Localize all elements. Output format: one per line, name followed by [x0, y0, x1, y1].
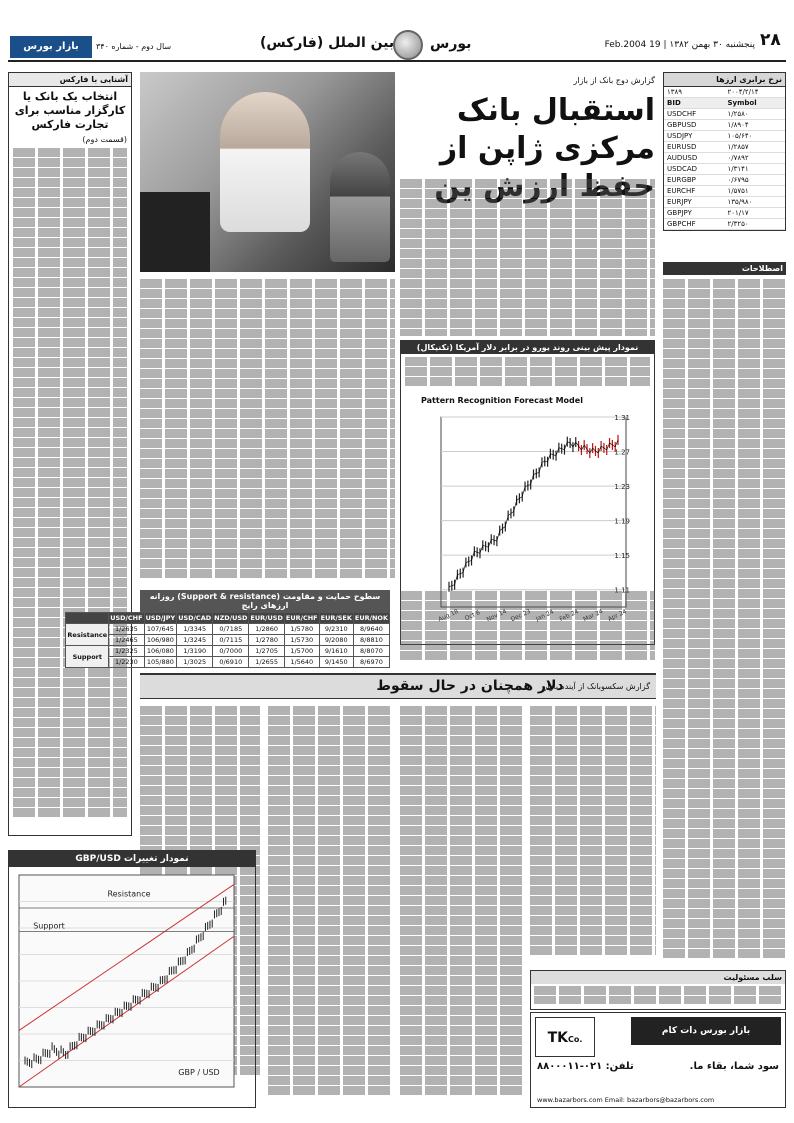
rate-row: ۱/۵۷۵۱ EURCHF — [664, 186, 785, 197]
y-tick-label: 1.31 — [614, 414, 630, 422]
sr-cell: 1/3025 — [177, 657, 213, 668]
sr-cell: 1/2230 — [109, 657, 144, 668]
forex-sidebar — [8, 72, 132, 836]
x-tick-label: Oct 6 — [463, 609, 482, 623]
rate-row: ۱/۸۹۰۴ GBPUSD — [664, 120, 785, 131]
disclaimer-body — [531, 984, 785, 1004]
sr-cell: 9/2080 — [319, 635, 353, 646]
exchange-rates-box — [663, 72, 786, 231]
sr-col-header: USD/JPY — [145, 614, 176, 622]
lead-body — [400, 178, 655, 336]
sr-row — [66, 635, 390, 646]
sr-cell: 8/9640 — [353, 624, 389, 635]
disclaimer-title: سلب مسئولیت — [531, 971, 785, 984]
x-tick-label: Mar 24 — [582, 608, 605, 624]
x-tick-label: Apr 24 — [606, 608, 628, 624]
rate-row: ۱/۲۵۸۰ USDCHF — [664, 109, 785, 120]
sr-col-header: USD/CHF — [110, 614, 143, 622]
globe-icon — [393, 30, 423, 60]
middle-body — [140, 278, 395, 583]
traders-photo — [140, 72, 395, 272]
sr-cell: 1/2465 — [109, 635, 144, 646]
ad-phone: تلفن: ۰۲۱-۸۸۰۰۰۱۱ — [537, 1061, 634, 1072]
y-tick-label: 1.19 — [614, 517, 630, 526]
sr-row — [66, 646, 390, 657]
rate-row: ۱۳۵/۹۸۰ EURJPY — [664, 197, 785, 208]
sr-cell: 106/980 — [144, 635, 177, 646]
sr-cell: 8/8810 — [353, 635, 389, 646]
sr-cell: 1/5780 — [284, 624, 319, 635]
sr-cell: 8/8070 — [353, 646, 389, 657]
sr-table — [65, 612, 390, 668]
sr-row — [66, 624, 390, 635]
gbp-usd-chart-box — [8, 850, 256, 1108]
sr-row-label: Support — [66, 646, 109, 668]
story2-col3 — [400, 705, 525, 1105]
sidebar-body — [9, 144, 131, 824]
sr-col-header: EUR/SEK — [320, 614, 352, 622]
sidebar-header: آشنایی با فارکس — [9, 73, 131, 87]
second-headline: دلار همچنان در حال سقوط — [376, 678, 564, 694]
y-tick-label: 1.27 — [614, 448, 630, 457]
sr-cell: 1/2705 — [249, 646, 284, 657]
page-number: ۲۸ — [760, 30, 781, 50]
sr-cell: 105/880 — [144, 657, 177, 668]
sr-cell: 1/5730 — [284, 635, 319, 646]
section-name: بورس — [430, 36, 472, 52]
sr-cell: 1/3245 — [177, 635, 213, 646]
sr-cell: 1/3190 — [177, 646, 213, 657]
y-tick-label: 1.11 — [614, 586, 630, 595]
sr-cell: 0/7185 — [213, 624, 249, 635]
sidebar-subtitle: (قسمت دوم) — [82, 135, 127, 144]
sr-cell: 106/080 — [144, 646, 177, 657]
sr-cell: 1/2635 — [109, 624, 144, 635]
ad-slogan: سود شما، بقاء ما. — [689, 1061, 779, 1072]
terms-title: اصطلاحات — [663, 262, 786, 275]
x-tick-label: Jan 24 — [534, 608, 555, 623]
sr-cell: 1/2860 — [249, 624, 284, 635]
sr-cell: 1/5700 — [284, 646, 319, 657]
resistance-label: Resistance — [107, 889, 151, 899]
sr-cell: 1/2325 — [109, 646, 144, 657]
lead-kicker: گزارش دوج بانک از بازار — [573, 76, 655, 85]
story2-col2 — [268, 705, 393, 1105]
sr-cell: 8/6970 — [353, 657, 389, 668]
rate-row: ۰/۶۷۹۵ EURGBP — [664, 175, 785, 186]
sr-col-header: EUR/USD — [250, 614, 283, 622]
sr-cell: 9/1610 — [319, 646, 353, 657]
second-story-header — [140, 673, 656, 699]
issue-number: سال دوم - شماره ۳۴۰ — [96, 42, 172, 51]
terms-box — [663, 262, 786, 970]
sr-col-header: EUR/CHF — [285, 614, 318, 622]
publication-logo: بازار بورس — [10, 36, 92, 58]
rate-row: ۲۰۱/۱۷ GBPJPY — [664, 208, 785, 219]
rate-row: ۱/۳۱۴۱ USDCAD — [664, 164, 785, 175]
series-label: GBP / USD — [178, 1068, 220, 1077]
x-tick-label: Nov 14 — [485, 607, 508, 624]
rate-row: ۱/۲۸۵۷ EURUSD — [664, 142, 785, 153]
support-label: Support — [33, 921, 65, 931]
plot-area — [441, 417, 626, 607]
dateline: پنجشنبه ۳۰ بهمن ۱۳۸۲ | 19 Feb.2004 — [604, 40, 755, 50]
sr-cell: 1/2655 — [249, 657, 284, 668]
terms-body — [663, 275, 786, 970]
rates-time-row: ۲۰۰۴/۲/۱۴ ۱۳۸۹ — [664, 87, 785, 98]
sr-cell: 107/645 — [144, 624, 177, 635]
y-tick-label: 1.23 — [614, 483, 630, 492]
sr-col-header: NZD/USD — [214, 614, 248, 622]
sr-cell: 0/6910 — [213, 657, 249, 668]
forecast-inner-title: Pattern Recognition Forecast Model — [421, 396, 583, 405]
sr-cell: 1/5640 — [284, 657, 319, 668]
sr-col-header: EUR/NOK — [354, 614, 388, 622]
sidebar-title: انتخاب یک بانک یا کارگزار مناسب برای تجارت فارکس — [14, 90, 126, 131]
tk-co-logo: TKCo. — [535, 1017, 595, 1057]
rate-row: ۱۰۵/۶۴۰ USDJPY — [664, 131, 785, 142]
ad-web: www.bazarbors.com Email: bazarbors@bazarbors.com — [537, 1096, 715, 1104]
sr-cell: 0/7000 — [213, 646, 249, 657]
sr-cell: 9/1450 — [319, 657, 353, 668]
sr-cell: 0/7115 — [213, 635, 249, 646]
rate-row: ۰/۷۸۹۲ AUDUSD — [664, 153, 785, 164]
sr-col-header: USD/CAD — [178, 614, 212, 622]
advertisement — [530, 1012, 786, 1108]
sr-cell: 9/2310 — [319, 624, 353, 635]
sr-row-label: Resistance — [66, 624, 109, 646]
x-tick-label: Feb 24 — [558, 608, 580, 624]
sr-title: سطوح حمایت و مقاومت (Support & resistance) روزانه ارزهای رایج — [140, 590, 390, 612]
story2-col4 — [530, 705, 656, 965]
sr-cell: 1/2780 — [249, 635, 284, 646]
ad-name: بازار بورس دات کام — [631, 1017, 781, 1045]
rate-row: ۲/۳۲۵۰ GBPCHF — [664, 219, 785, 230]
second-kicker: گزارش سکسوبانک از آینده بازار — [543, 682, 650, 691]
sr-cell: 1/3345 — [177, 624, 213, 635]
rates-title: نرخ برابری ارزها — [664, 73, 785, 87]
rates-header-row: Symbol BID — [664, 98, 785, 109]
gbp-chart-svg — [9, 867, 255, 1103]
y-tick-label: 1.15 — [614, 552, 630, 561]
gbp-chart-title: نمودار تغییرات GBP/USD — [9, 851, 255, 867]
forecast-chart-caption — [401, 354, 654, 392]
lead-continued — [400, 590, 655, 668]
x-tick-label: Dec 23 — [509, 607, 532, 624]
sr-row — [66, 657, 390, 668]
support-resistance-box — [67, 590, 390, 668]
section-title: بین الملل (فارکس) — [260, 35, 395, 51]
x-tick-label: Aug 18 — [437, 607, 460, 624]
forecast-chart-title: نمودار پیش بینی روند یورو در برابر دلار آمریکا (تکنیکال) — [401, 341, 654, 354]
disclaimer-box — [530, 970, 786, 1010]
rates-rows — [664, 109, 785, 230]
lead-headline: استقبال بانک مرکزی ژاپن از حفظ ارزش ین — [434, 93, 655, 204]
